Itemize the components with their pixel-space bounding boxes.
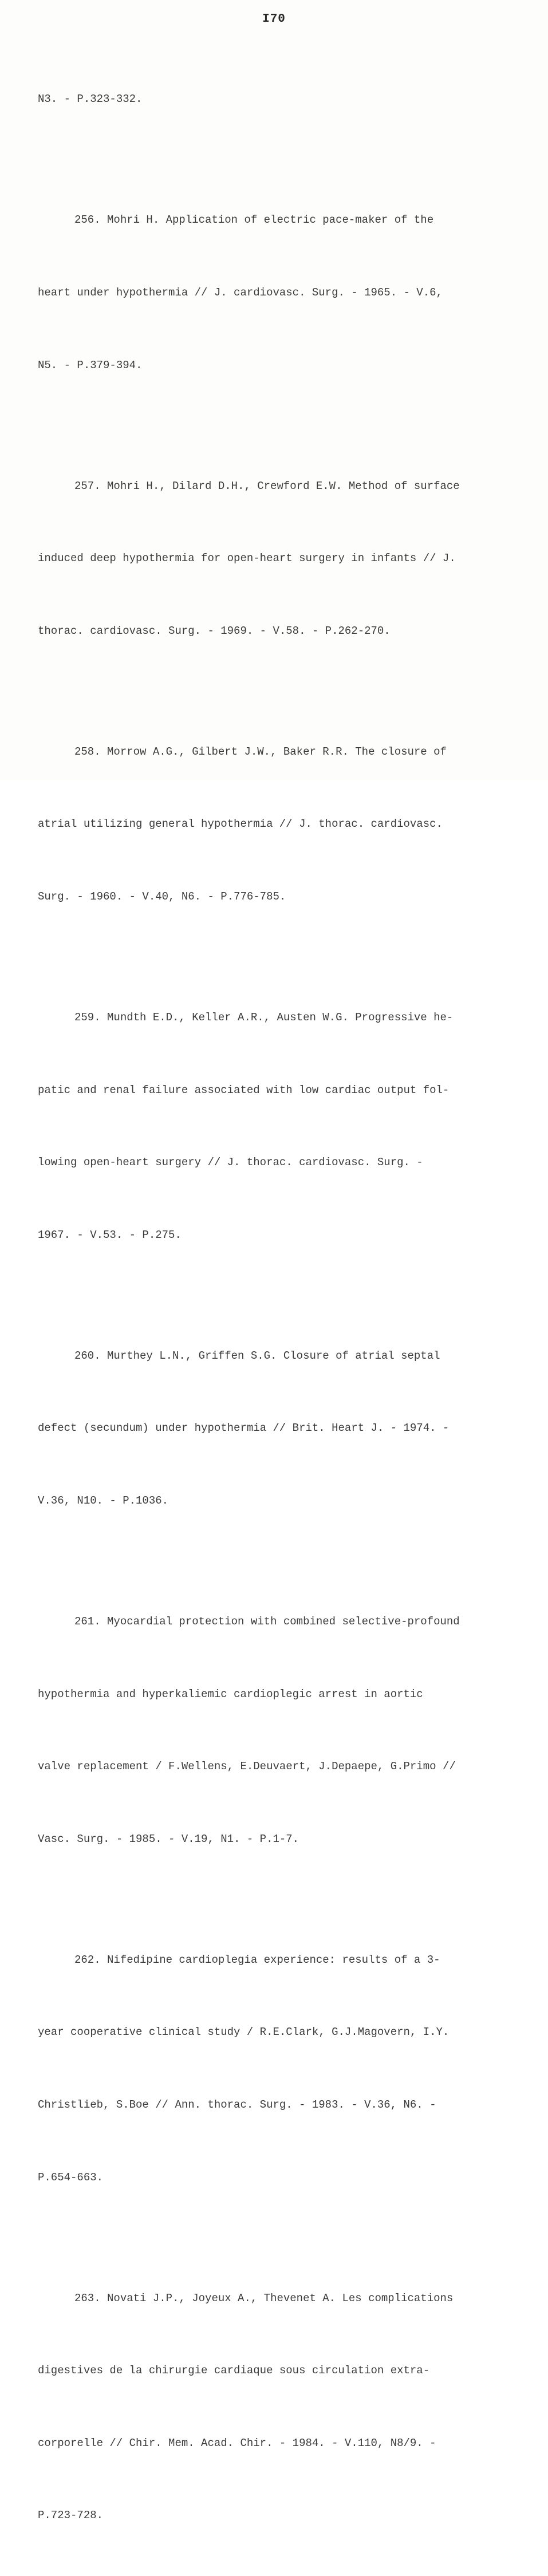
reference-262-line-1: 262. Nifedipine cardioplegia experience: results of a 3- [74,1953,440,1966]
reference-259-line-4: 1967. - V.53. - P.275. [38,1228,182,1241]
reference-257-line-3: thorac. cardiovasc. Surg. - 1969. - V.58. - P.262-270. [38,624,391,637]
reference-263-line-1: 263. Novati J.P., Joyeux A., Thevenet A. Les complications [74,2291,454,2305]
reference-263-line-2: digestives de la chirurgie cardiaque sous circulation extra- [38,2364,430,2377]
reference-260-line-1: 260. Murthey L.N., Griffen S.G. Closure of atrial septal [74,1349,440,1362]
reference-261-line-3: valve replacement / F.Wellens, E.Deuvaert, J.Depaepe, G.Primo // [38,1760,456,1773]
reference-256-line-2: heart under hypothermia // J. cardiovasc. Surg. - 1965. - V.6, [38,286,443,299]
reference-261-line-2: hypothermia and hyperkaliemic cardioplegic arrest in aortic [38,1687,423,1701]
reference-262-line-3: Christlieb, S.Boe // Ann. thorac. Surg. - 1983. - V.36, N6. - [38,2098,436,2111]
reference-256-line-1: 256. Mohri H. Application of electric pace-maker of the [74,214,434,227]
reference-262-line-2: year cooperative clinical study / R.E.Clark, G.J.Magovern, I.Y. [38,2026,450,2039]
reference-263-line-4: P.723-728. [38,2509,104,2522]
reference-261-line-1: 261. Myocardial protection with combined selective-profound [74,1615,460,1628]
continued-reference-line: N3. - P.323-332. [38,93,143,106]
reference-260-line-2: defect (secundum) under hypothermia // Brit. Heart J. - 1974. - [38,1422,450,1435]
reference-256-line-3: N5. - P.379-394. [38,358,143,372]
reference-260-line-3: V.36, N10. - P.1036. [38,1494,169,1507]
reference-258-line-2: atrial utilizing general hypothermia // J. thorac. cardiovasc. [38,818,443,831]
reference-257-line-2: induced deep hypothermia for open-heart surgery in infants // J. [38,552,456,565]
page-number: I70 [262,13,286,26]
reference-261-line-4: Vasc. Surg. - 1985. - V.19, N1. - P.1-7. [38,1832,299,1845]
reference-262-line-4: P.654-663. [38,2171,104,2184]
reference-259-line-2: patic and renal failure associated with low cardiac output fol- [38,1083,450,1096]
reference-258-line-1: 258. Morrow A.G., Gilbert J.W., Baker R.R. The closure of [74,745,447,758]
reference-258-line-3: Surg. - 1960. - V.40, N6. - P.776-785. [38,890,286,903]
reference-259-line-1: 259. Mundth E.D., Keller A.R., Austen W.G. Progressive he- [74,1011,454,1024]
reference-257-line-1: 257. Mohri H., Dilard D.H., Crewford E.W. Method of surface [74,479,460,492]
reference-263-line-3: corporelle // Chir. Mem. Acad. Chir. - 1984. - V.110, N8/9. - [38,2436,436,2449]
reference-list [38,39,513,2576]
reference-259-line-3: lowing open-heart surgery // J. thorac. cardiovasc. Surg. - [38,1156,423,1169]
